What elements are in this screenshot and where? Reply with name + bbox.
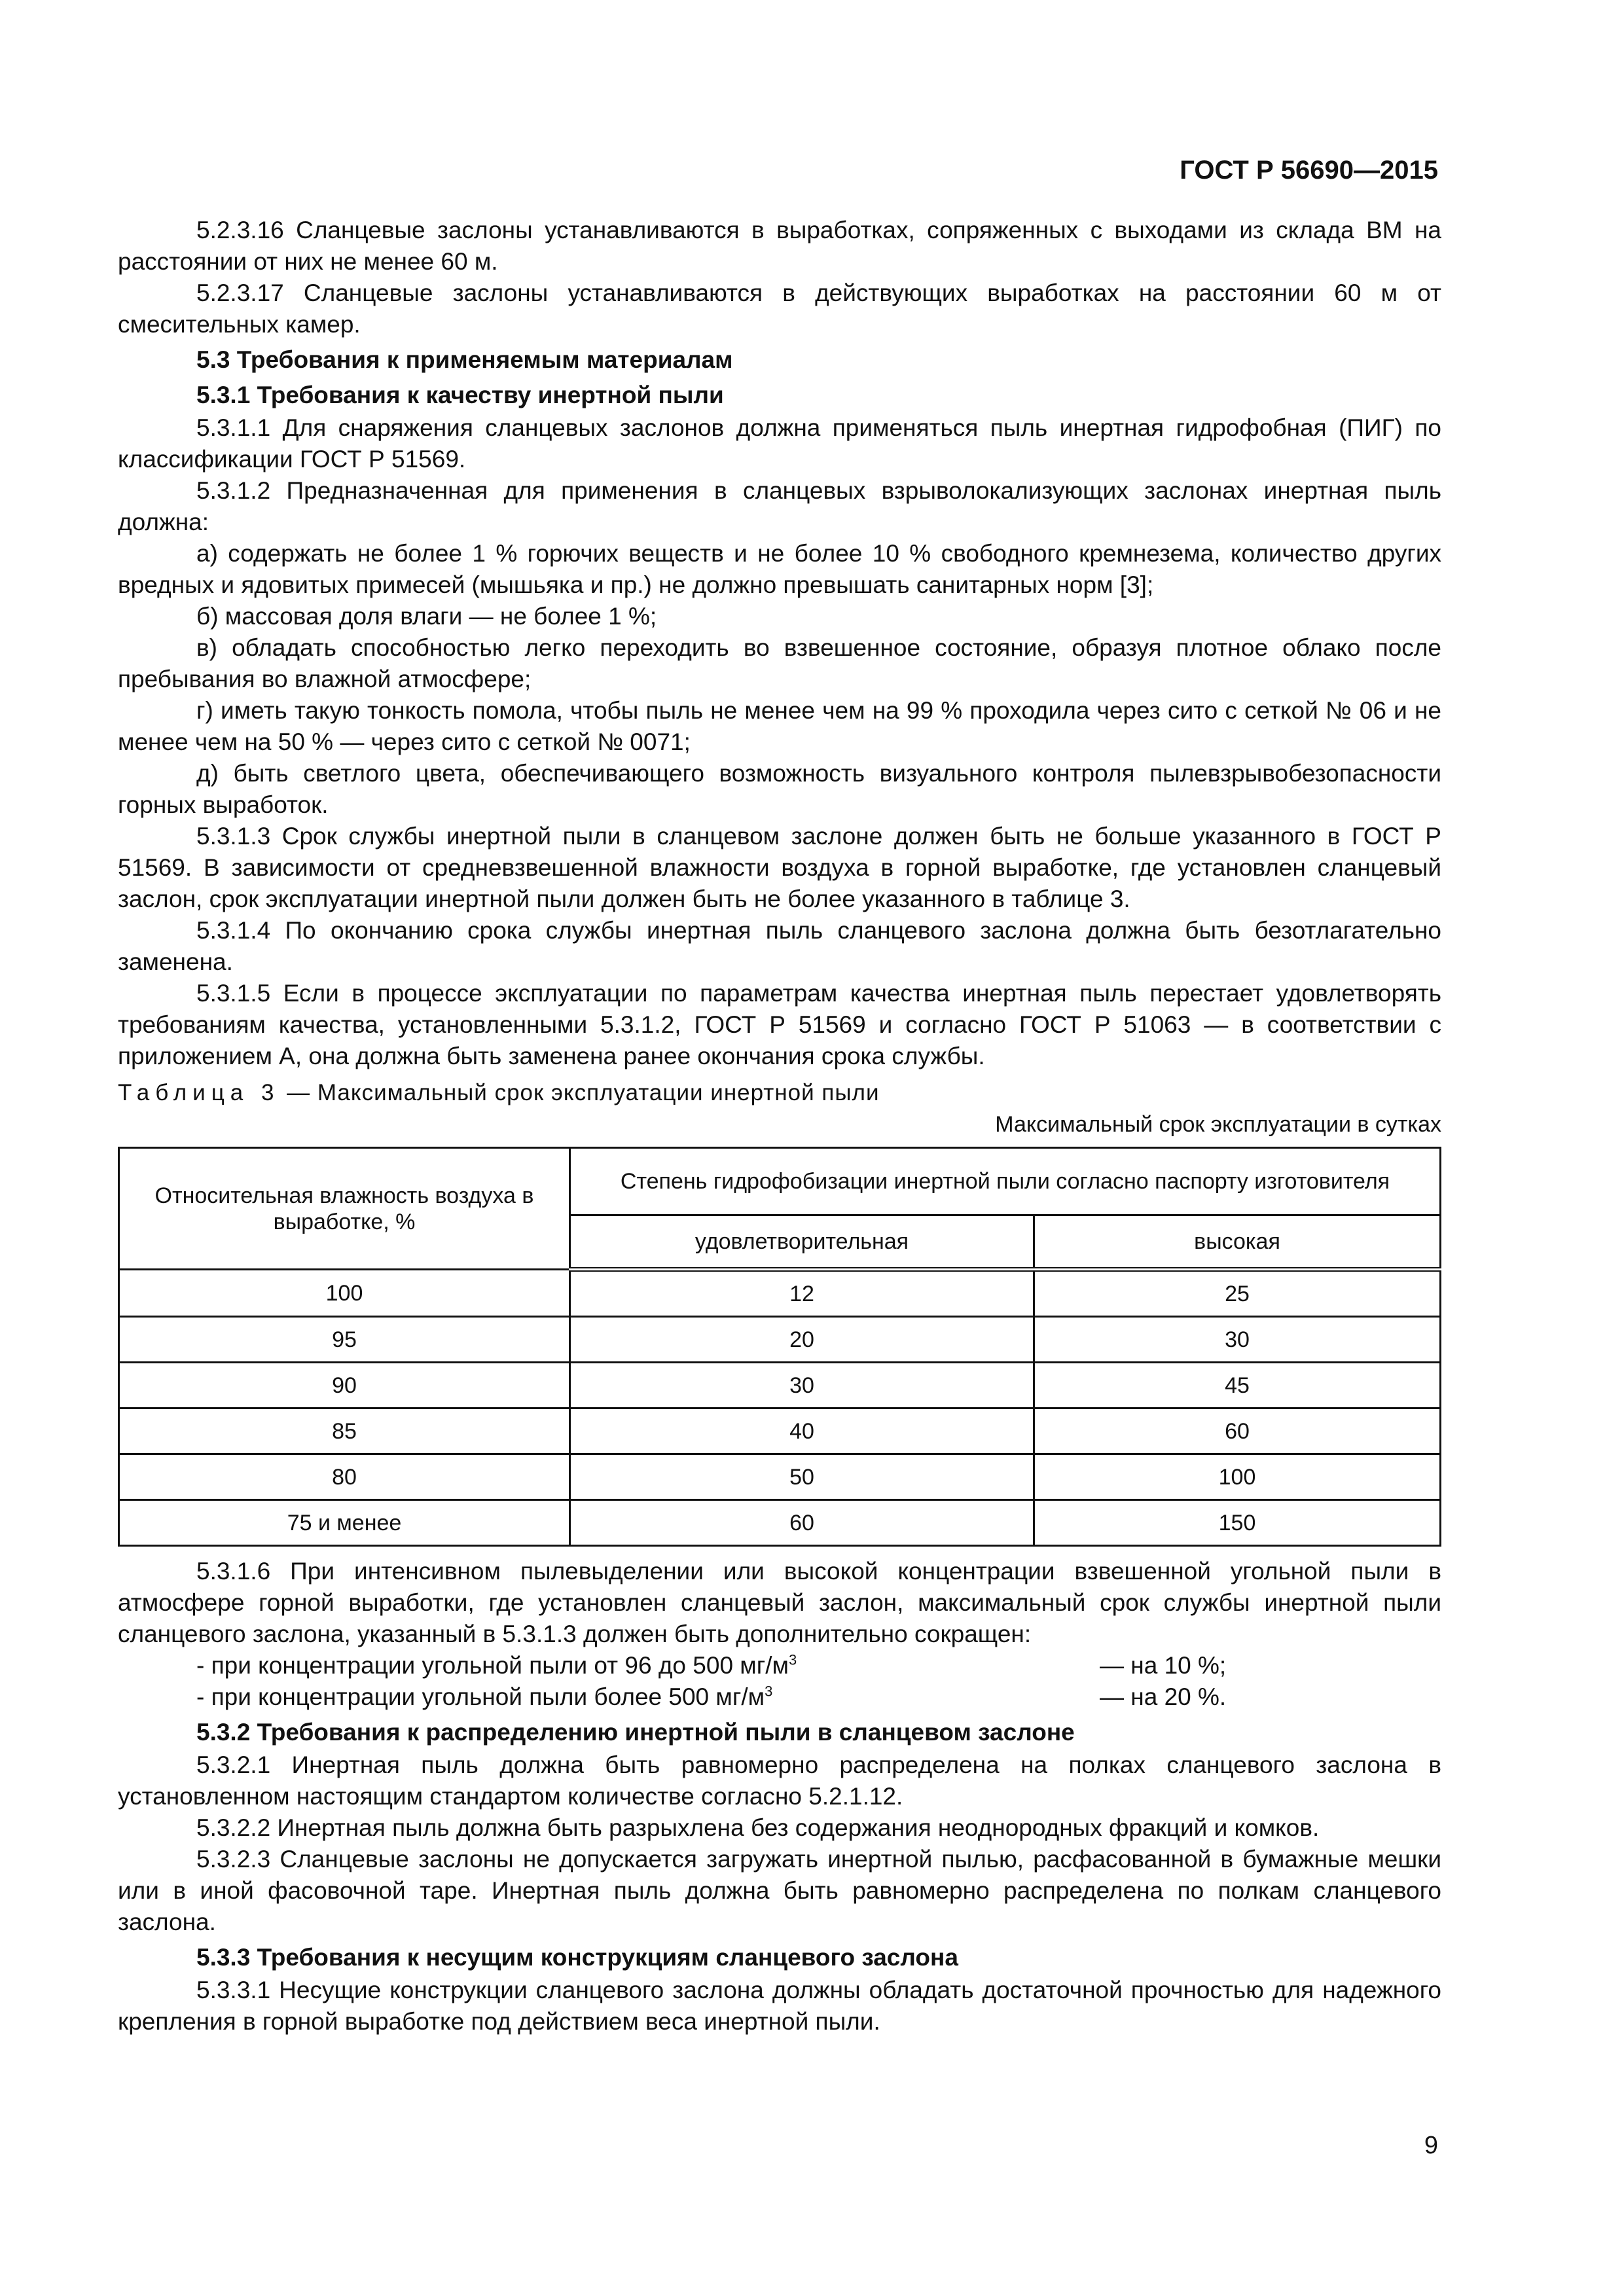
table-unit: Максимальный срок эксплуатации в сутках bbox=[995, 1112, 1441, 1137]
list-item-b: б) массовая доля влаги — не более 1 %; bbox=[196, 603, 657, 630]
table-cell: 95 bbox=[119, 1317, 570, 1363]
list-item-a: а) содержать не более 1 % горючих веществ и не более 10 % свободного кремнезема, количество других вредных и ядовитых примесей (мышьяка и пр.) не должно превышать санитарных норм [3]; bbox=[118, 540, 1441, 598]
table-cell: 30 bbox=[570, 1363, 1034, 1408]
paragraph-5-2-3-17: 5.2.3.17 Сланцевые заслоны устанавливаются в действующих выработках на расстоянии 60 м от смесительных камер. bbox=[118, 279, 1441, 338]
table-header-high: высокая bbox=[1034, 1215, 1441, 1270]
superscript: 3 bbox=[765, 1683, 773, 1700]
list-item-v: в) обладать способностью легко переходить во взвешенное состояние, образуя плотное облако после пребывания во влажной атмосфере; bbox=[118, 634, 1441, 692]
table-cell: 50 bbox=[570, 1454, 1034, 1500]
table-number: Таблица 3 bbox=[118, 1080, 280, 1105]
table-cell: 75 и менее bbox=[119, 1500, 570, 1546]
heading-5-3: 5.3 Требования к применяемым материалам bbox=[196, 346, 733, 373]
page-number: 9 bbox=[1424, 2132, 1438, 2159]
table-cell: 100 bbox=[119, 1270, 570, 1317]
table-cell: 40 bbox=[570, 1408, 1034, 1454]
paragraph-5-3-1-2: 5.3.1.2 Предназначенная для применения в сланцевых взрыволокализующих заслонах инертная пыль должна: bbox=[118, 477, 1441, 535]
reduction-value-1: — на 10 %; bbox=[1100, 1652, 1227, 1679]
paragraph-5-2-3-16: 5.2.3.16 Сланцевые заслоны устанавливаются в выработках, сопряженных с выходами из склада ВМ на расстоянии от них не менее 60 м. bbox=[118, 217, 1441, 275]
reduction-condition-1: - при концентрации угольной пыли от 96 до 500 мг/м bbox=[196, 1652, 789, 1679]
reduction-value-2: — на 20 %. bbox=[1100, 1683, 1227, 1710]
table-row bbox=[119, 1454, 1441, 1500]
document-code: ГОСТ Р 56690—2015 bbox=[1180, 156, 1438, 185]
paragraph-5-3-1-5: 5.3.1.5 Если в процессе эксплуатации по параметрам качества инертная пыль перестает удовлетворять требованиям качества, установленными 5.3.1.2, ГОСТ Р 51569 и согласно ГОСТ Р 51063 — в соответствии с приложением А, она должна быть заменена ранее окончания срока службы. bbox=[118, 980, 1441, 1069]
table-title bbox=[118, 1077, 1441, 1109]
table-cell: 20 bbox=[570, 1317, 1034, 1363]
list-item-d: д) быть светлого цвета, обеспечивающего возможность визуального контроля пылевзрывобезопасности горных выработок. bbox=[118, 760, 1441, 818]
heading-5-3-1: 5.3.1 Требования к качеству инертной пыли bbox=[196, 382, 724, 408]
paragraph-5-3-1-1: 5.3.1.1 Для снаряжения сланцевых заслонов должна применяться пыль инертная гидрофобная (ПИГ) по классификации ГОСТ Р 51569. bbox=[118, 414, 1441, 473]
table-3 bbox=[118, 1147, 1441, 1547]
table-cell: 60 bbox=[1034, 1408, 1441, 1454]
heading-5-3-3: 5.3.3 Требования к несущим конструкциям сланцевого заслона bbox=[196, 1944, 958, 1971]
reduction-line-2 bbox=[118, 1681, 1441, 1713]
heading-5-3-2: 5.3.2 Требования к распределению инертной пыли в сланцевом заслоне bbox=[196, 1719, 1075, 1746]
table-cell: 150 bbox=[1034, 1500, 1441, 1546]
table-header-satisfactory: удовлетворительная bbox=[570, 1215, 1034, 1270]
table-cell: 45 bbox=[1034, 1363, 1441, 1408]
table-row bbox=[119, 1363, 1441, 1408]
list-item-g: г) иметь такую тонкость помола, чтобы пыль не менее чем на 99 % проходила через сито с сеткой № 06 и не менее чем на 50 % — через сито с сеткой № 0071; bbox=[118, 697, 1441, 755]
paragraph-5-3-2-2: 5.3.2.2 Инертная пыль должна быть разрыхлена без содержания неоднородных фракций и комков. bbox=[196, 1814, 1320, 1841]
table-cell: 60 bbox=[570, 1500, 1034, 1546]
table-row bbox=[119, 1270, 1441, 1317]
paragraph-5-3-2-3: 5.3.2.3 Сланцевые заслоны не допускается загружать инертной пылью, расфасованной в бумажные мешки или в иной фасовочной таре. Инертная пыль должна быть равномерно распределена по полкам сланцевого заслона. bbox=[118, 1846, 1441, 1935]
table-cell: 85 bbox=[119, 1408, 570, 1454]
table-row bbox=[119, 1500, 1441, 1546]
page-content bbox=[118, 215, 1441, 2037]
table-header-group: Степень гидрофобизации инертной пыли согласно паспорту изготовителя bbox=[570, 1148, 1441, 1215]
table-header-humidity: Относительная влажность воздуха в выработке, % bbox=[119, 1148, 570, 1270]
paragraph-5-3-1-3: 5.3.1.3 Срок службы инертной пыли в сланцевом заслоне должен быть не больше указанного в ГОСТ Р 51569. В зависимости от средневзвешенной влажности воздуха в горной выработке, где установлен сланцевый заслон, срок эксплуатации инертной пыли должен быть не более указанного в таблице 3. bbox=[118, 823, 1441, 912]
paragraph-5-3-1-6: 5.3.1.6 При интенсивном пылевыделении или высокой концентрации взвешенной угольной пыли в атмосфере горной выработки, где установлен сланцевый заслон, максимальный срок службы инертной пыли сланцевого заслона, указанный в 5.3.1.3 должен быть дополнительно сокращен: bbox=[118, 1558, 1441, 1647]
table-cell: 80 bbox=[119, 1454, 570, 1500]
table-cell: 90 bbox=[119, 1363, 570, 1408]
superscript: 3 bbox=[788, 1651, 797, 1668]
table-row bbox=[119, 1317, 1441, 1363]
table-cell: 25 bbox=[1034, 1270, 1441, 1317]
paragraph-5-3-3-1: 5.3.3.1 Несущие конструкции сланцевого заслона должны обладать достаточной прочностью для надежного крепления в горной выработке под действием веса инертной пыли. bbox=[118, 1977, 1441, 2035]
reduction-line-1 bbox=[118, 1650, 1441, 1681]
table-row bbox=[119, 1408, 1441, 1454]
table-caption: — Максимальный срок эксплуатации инертной пыли bbox=[280, 1080, 880, 1105]
table-cell: 30 bbox=[1034, 1317, 1441, 1363]
paragraph-5-3-2-1: 5.3.2.1 Инертная пыль должна быть равномерно распределена на полках сланцевого заслона в установленном настоящим стандартом количестве согласно 5.2.1.12. bbox=[118, 1751, 1441, 1810]
table-cell: 100 bbox=[1034, 1454, 1441, 1500]
paragraph-5-3-1-4: 5.3.1.4 По окончанию срока службы инертная пыль сланцевого заслона должна быть безотлагательно заменена. bbox=[118, 917, 1441, 975]
table-cell: 12 bbox=[570, 1270, 1034, 1317]
reduction-condition-2: - при концентрации угольной пыли более 500 мг/м bbox=[196, 1683, 765, 1710]
